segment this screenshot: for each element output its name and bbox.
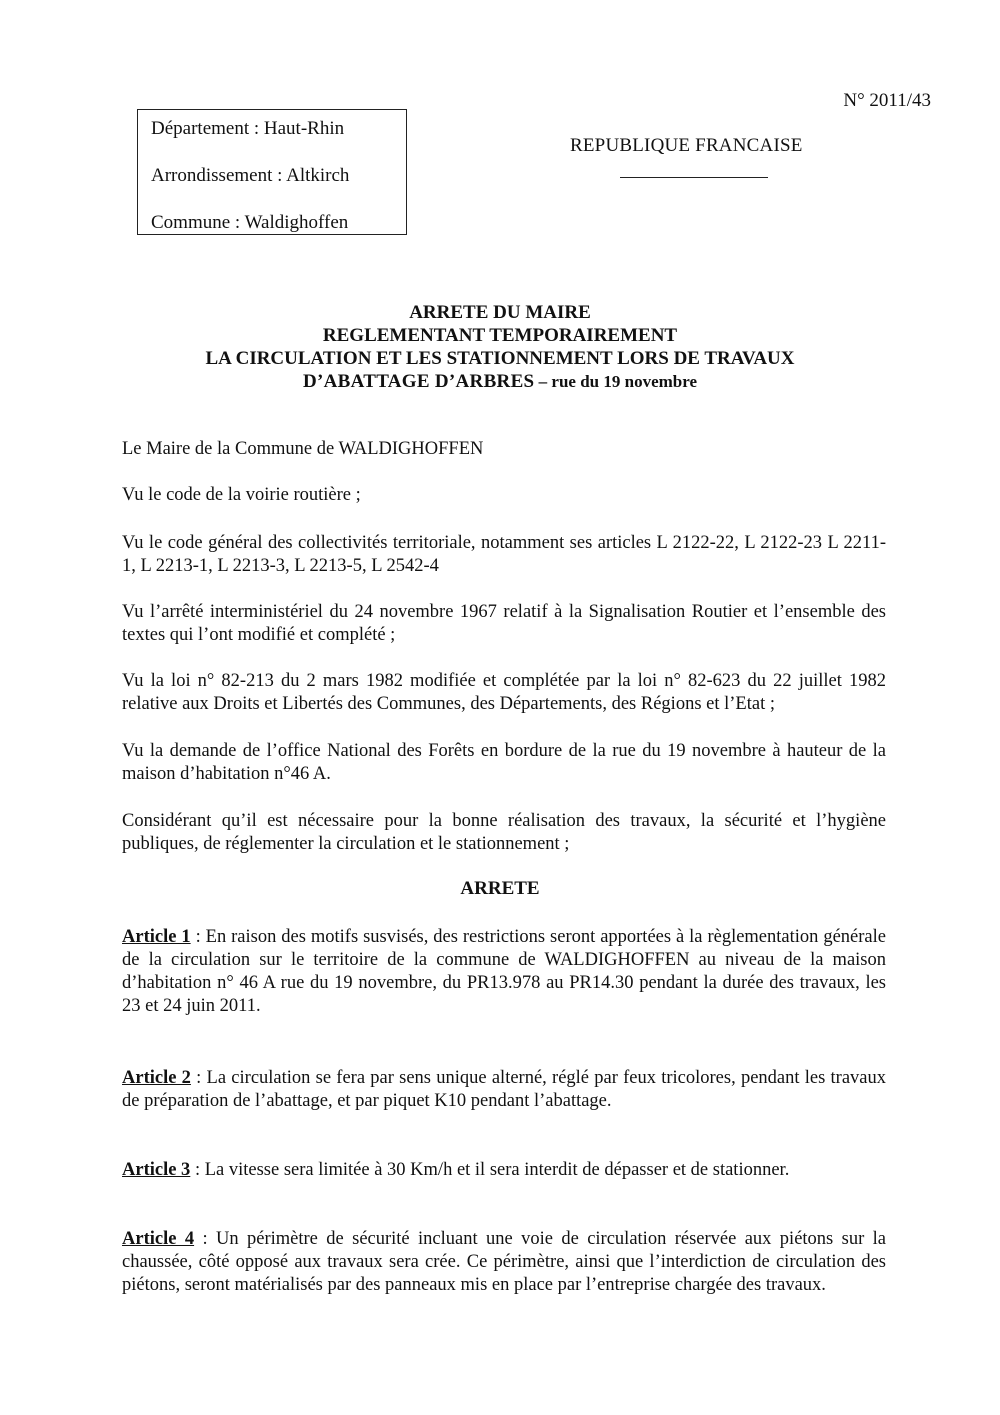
vu-loi-text: Vu la loi n° 82-213 du 2 mars 1982 modifiée et complétée par la loi n° 82-623 du 22 juillet 1982 relative aux Droits et Libertés des Communes, des Départements, des Régions et l’Etat ; xyxy=(122,671,886,714)
considerant-paragraph xyxy=(122,810,886,856)
article-1-text: : En raison des motifs susvisés, des restrictions seront apportées à la règlementation générale de la circulation sur le territoire de la commune de WALDIGHOFFEN au niveau de la maison d’habitation n° 46 A rue du 19 novembre, du PR13.978 au PR14.30 pendant la durée des travaux, les 23 et 24 juin 2011. xyxy=(122,927,886,1016)
article-3-label: Article 3 xyxy=(122,1160,191,1180)
vu-demande-text: Vu la demande de l’office National des Forêts en bordure de la rue du 19 novembre à hauteur de la maison d’habitation n°46 A. xyxy=(122,741,886,784)
maire-text: Le Maire de la Commune de WALDIGHOFFEN xyxy=(122,439,484,459)
article-3 xyxy=(122,1159,886,1182)
republique-underline xyxy=(620,177,768,178)
vu-voirie-text: Vu le code de la voirie routière ; xyxy=(122,485,361,505)
article-1-label: Article 1 xyxy=(122,927,191,947)
vu-cgct-text: Vu le code général des collectivités territoriale, notamment ses articles L 2122-22, L 2122-23 L 2211-1, L 2213-1, L 2213-3, L 2213-5, L 2542-4 xyxy=(122,533,886,576)
article-1 xyxy=(122,926,886,1018)
article-4-text: : Un périmètre de sécurité incluant une voie de circulation réservée aux piétons sur la chaussée, côté opposé aux travaux sera crée. Ce périmètre, ainsi que l’interdiction de circulation des piétons, seront matérialisés par des panneaux mis en place par l’entreprise chargée des travaux. xyxy=(122,1229,886,1295)
article-2-label: Article 2 xyxy=(122,1068,191,1088)
title-line-4 xyxy=(100,370,900,393)
arrete-heading: ARRETE xyxy=(460,878,540,899)
article-4-label: Article 4 xyxy=(122,1229,195,1249)
title-line-4-street: – rue du 19 novembre xyxy=(534,372,698,391)
title-line-3: LA CIRCULATION ET LES STATIONNEMENT LORS DE TRAVAUX xyxy=(205,348,795,369)
reference-number: N° 2011/43 xyxy=(843,90,931,111)
maire-paragraph xyxy=(122,438,886,461)
article-2-text: : La circulation se fera par sens unique alterné, réglé par feux tricolores, pendant les travaux de préparation de l’abattage, et par piquet K10 pendant l’abattage. xyxy=(122,1068,887,1111)
title-line-2: REGLEMENTANT TEMPORAIREMENT xyxy=(322,325,678,346)
title-line-1: ARRETE DU MAIRE xyxy=(409,302,591,323)
arrondissement-line: Arrondissement : Altkirch xyxy=(151,165,350,186)
vu-voirie-paragraph xyxy=(122,484,886,507)
vu-demande-paragraph xyxy=(122,740,886,786)
republique-heading: REPUBLIQUE FRANCAISE xyxy=(570,135,803,156)
document-title xyxy=(100,301,900,393)
vu-loi-paragraph xyxy=(122,670,886,716)
vu-arrete-paragraph xyxy=(122,601,886,647)
article-3-text: : La vitesse sera limitée à 30 Km/h et il sera interdit de dépasser et de stationner. xyxy=(190,1160,790,1180)
commune-line: Commune : Waldighoffen xyxy=(151,212,349,233)
departement-line: Département : Haut-Rhin xyxy=(151,118,345,139)
title-line-4-main: D’ABATTAGE D’ARBRES xyxy=(302,371,535,392)
article-4 xyxy=(122,1228,886,1297)
vu-cgct-paragraph xyxy=(122,532,886,578)
article-2 xyxy=(122,1067,886,1113)
considerant-text: Considérant qu’il est nécessaire pour la bonne réalisation des travaux, la sécurité et l’hygiène publiques, de réglementer la circulation et le stationnement ; xyxy=(122,811,886,854)
vu-arrete-text: Vu l’arrêté interministériel du 24 novembre 1967 relatif à la Signalisation Routier et l’ensemble des textes qui l’ont modifié et complété ; xyxy=(122,602,886,645)
administrative-box xyxy=(137,109,407,235)
